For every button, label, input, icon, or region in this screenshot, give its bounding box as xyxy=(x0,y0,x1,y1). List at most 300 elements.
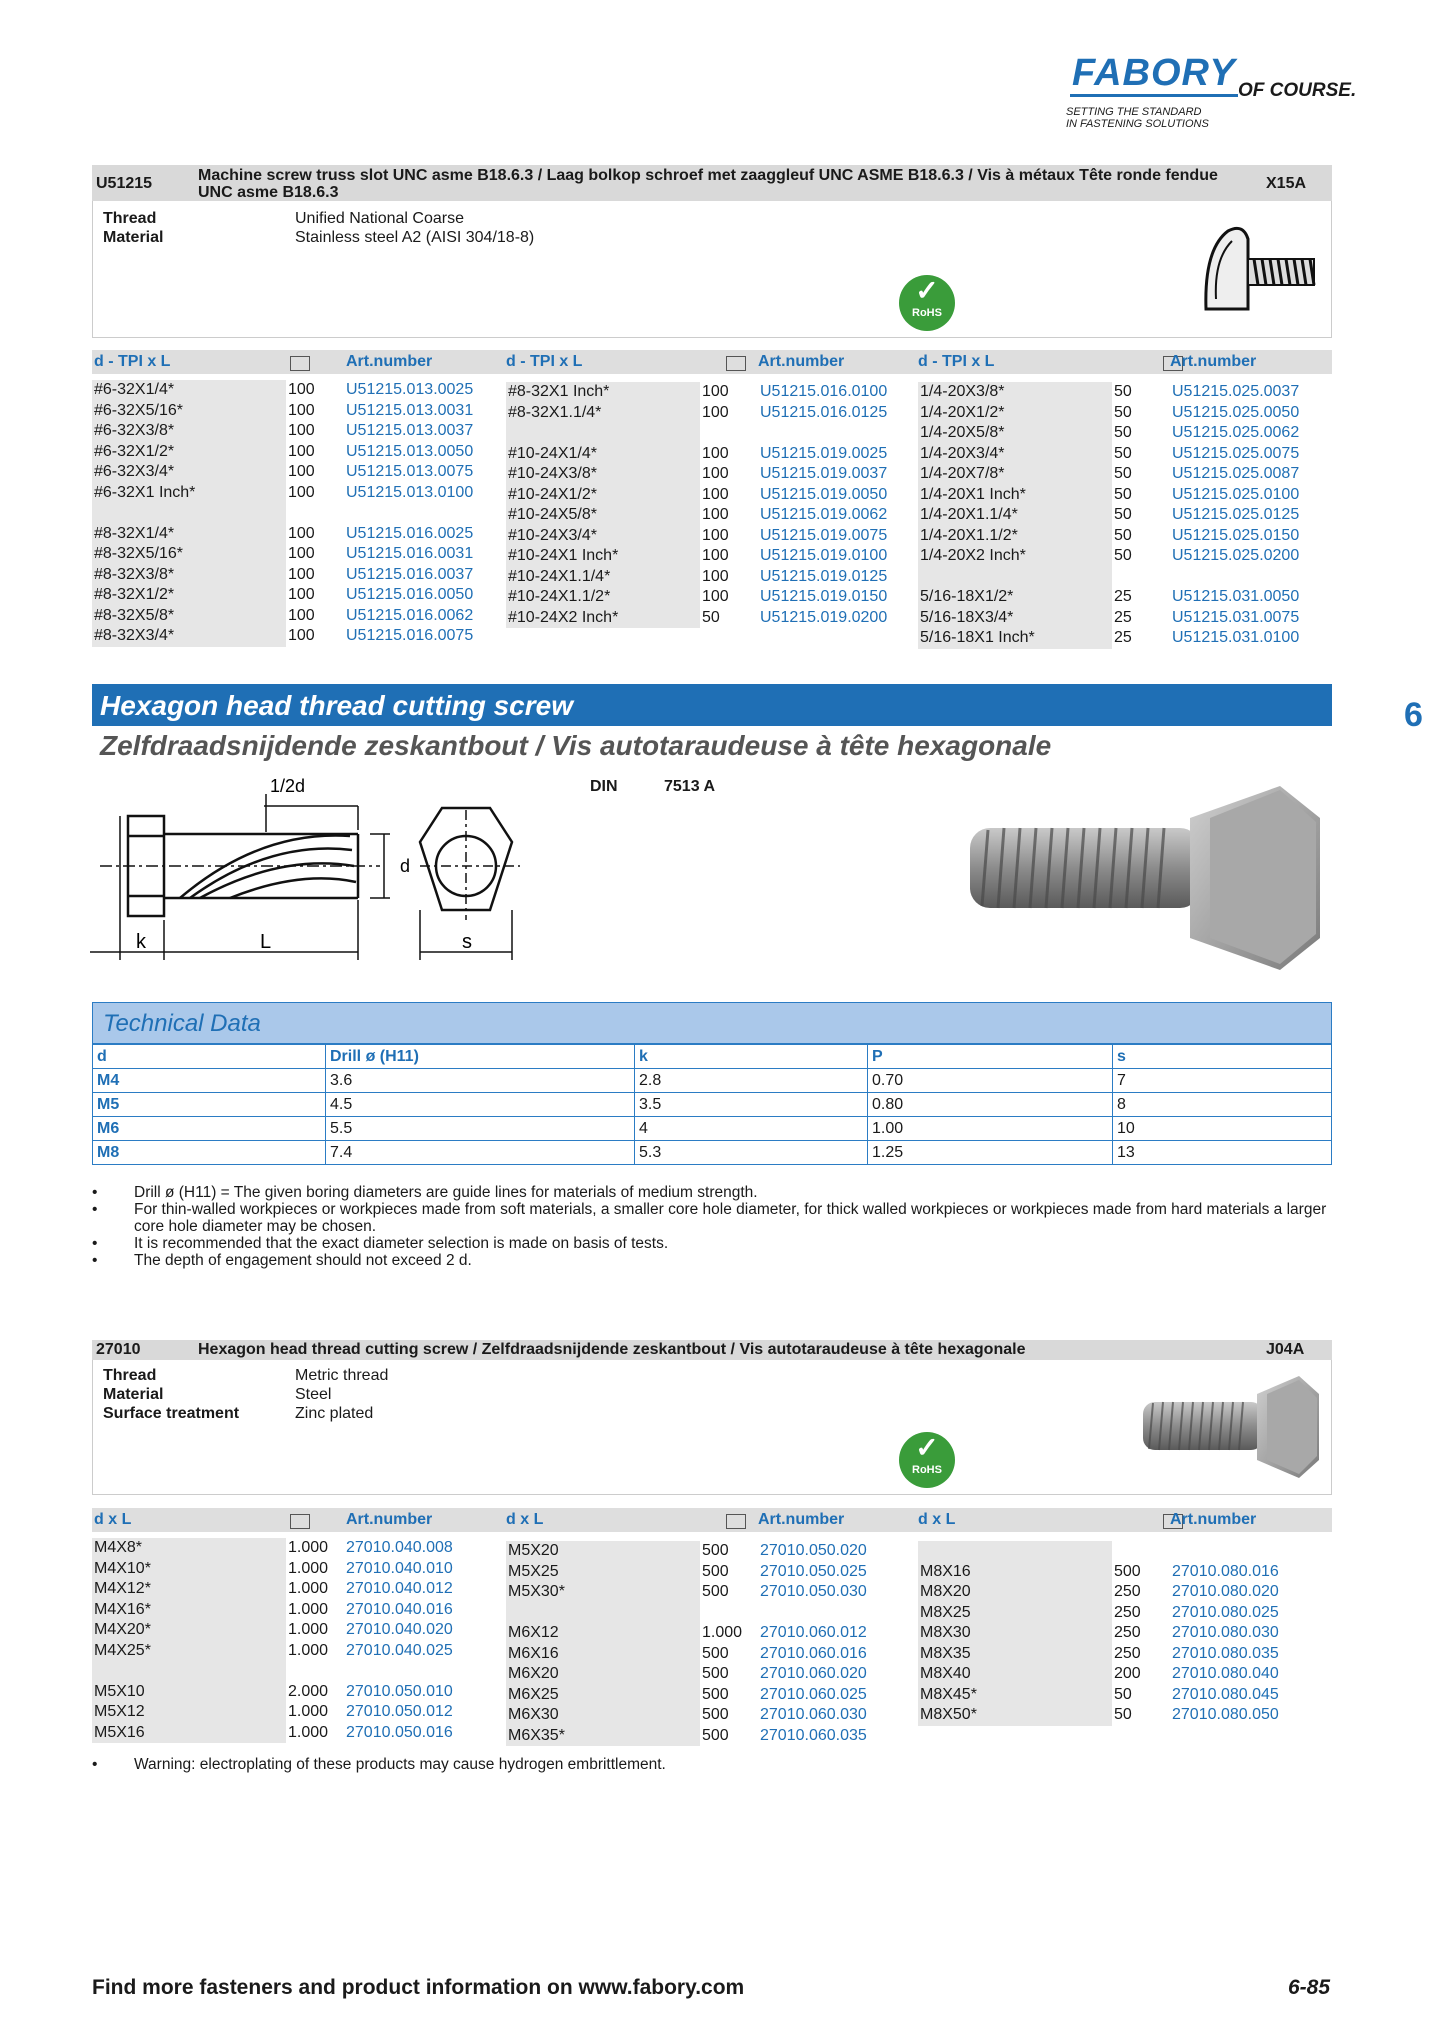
table-row xyxy=(506,1582,906,1603)
qty-cell: 100 xyxy=(702,403,729,421)
std-label: DIN xyxy=(590,778,618,795)
p2-col2-size-header: d x L xyxy=(506,1511,544,1528)
article-number-link[interactable]: U51215.025.0050 xyxy=(1172,403,1300,421)
size-cell: #6-32X1/2* xyxy=(92,442,286,463)
qty-cell: 25 xyxy=(1114,608,1132,626)
hex-screw-small-image xyxy=(1139,1372,1321,1482)
table-row xyxy=(918,1562,1318,1583)
product2-surface-value: Zinc plated xyxy=(295,1405,374,1422)
table-row xyxy=(918,1541,1318,1562)
size-cell: #10-24X1 Inch* xyxy=(506,546,700,567)
article-number-link[interactable]: U51215.025.0200 xyxy=(1172,547,1300,564)
product2-header xyxy=(92,1340,1332,1360)
size-cell: M6X20 xyxy=(506,1664,700,1685)
table-row xyxy=(93,1141,1332,1165)
qty-cell: 50 xyxy=(1114,424,1132,441)
envelope-icon xyxy=(726,1514,746,1529)
product2-table-header xyxy=(92,1508,1332,1532)
tech-cell: 13 xyxy=(1113,1141,1332,1165)
article-number-link[interactable]: U51215.013.0100 xyxy=(346,483,474,501)
tech-cell: 7 xyxy=(1113,1069,1332,1093)
product1-thread-value: Unified National Coarse xyxy=(295,210,464,227)
tech-note: • It is recommended that the exact diameter selection is made on basis of tests. xyxy=(92,1235,1332,1252)
rohs-badge-label: RoHS xyxy=(912,307,942,319)
table-row xyxy=(92,1723,492,1744)
size-cell: #10-24X1/4* xyxy=(506,444,700,465)
rohs-badge: ✓ RoHS xyxy=(899,275,955,331)
size-cell: M6X25 xyxy=(506,1685,700,1706)
size-cell: M4X8* xyxy=(92,1538,286,1559)
logo-brand: FABORY xyxy=(1072,52,1236,94)
table-row xyxy=(918,1603,1318,1624)
qty-cell: 50 xyxy=(1114,444,1132,462)
table-row xyxy=(506,1644,906,1665)
p1-col1-art-header: Art.number xyxy=(346,353,433,370)
size-cell: M6X12 xyxy=(506,1623,700,1644)
qty-cell: 50 xyxy=(702,608,720,626)
article-number-link[interactable]: U51215.019.0025 xyxy=(760,444,888,462)
size-cell xyxy=(918,1541,1112,1562)
product2-material-label: Material xyxy=(103,1386,164,1403)
article-number-link[interactable]: U51215.013.0025 xyxy=(346,381,474,398)
article-number-link[interactable]: 27010.050.016 xyxy=(346,1723,453,1741)
size-cell: M8X40 xyxy=(918,1664,1112,1685)
tech-data-table xyxy=(92,1044,1332,1165)
product2-info-box xyxy=(92,1360,1332,1495)
size-cell: #10-24X3/4* xyxy=(506,526,700,547)
article-number-link[interactable]: U51215.031.0075 xyxy=(1172,608,1300,626)
size-cell: M8X45* xyxy=(918,1685,1112,1706)
product1-table-header xyxy=(92,350,1332,374)
qty-cell: 1.000 xyxy=(288,1539,329,1556)
qty-cell: 100 xyxy=(702,383,729,400)
size-cell: #6-32X5/16* xyxy=(92,401,286,422)
article-number-link[interactable]: 27010.060.016 xyxy=(760,1644,867,1662)
size-cell xyxy=(92,1661,286,1682)
size-cell: #8-32X5/16* xyxy=(92,544,286,565)
tech-notes xyxy=(92,1184,1332,1269)
article-number-link[interactable]: 27010.080.045 xyxy=(1172,1685,1279,1703)
table-row xyxy=(918,403,1318,424)
table-row xyxy=(92,483,492,504)
hex-screw-image xyxy=(960,778,1330,978)
article-number-link[interactable]: 27010.060.012 xyxy=(760,1624,867,1641)
tech-cell-d: M6 xyxy=(93,1117,326,1141)
tech-cell: 5.5 xyxy=(326,1117,635,1141)
article-number-link[interactable]: U51215.019.0037 xyxy=(760,465,888,482)
product1-title: Machine screw truss slot UNC asme B18.6.3 / Laag bolkop schroef met zaaggleuf UNC ASME B18.6.3 / Vis à métaux Tête ronde fendue UNC asme B18.6.3 xyxy=(198,167,1218,201)
article-number-link[interactable]: 27010.080.035 xyxy=(1172,1644,1279,1662)
qty-cell: 500 xyxy=(702,1583,729,1600)
table-row xyxy=(506,1726,906,1747)
article-number-link[interactable]: 27010.040.008 xyxy=(346,1539,453,1556)
size-cell: #10-24X5/8* xyxy=(506,505,700,526)
envelope-icon xyxy=(726,356,746,371)
drawing-label-half-d: 1/2d xyxy=(270,776,306,796)
tech-note: • Drill ø (H11) = The given boring diameters are guide lines for materials of medium strength. xyxy=(92,1184,1332,1201)
warning-note: • Warning: electroplating of these products may cause hydrogen embrittlement. xyxy=(92,1756,1332,1773)
table-row xyxy=(918,1685,1318,1706)
table-row xyxy=(918,608,1318,629)
table-row xyxy=(506,1705,906,1726)
size-cell: M4X16* xyxy=(92,1600,286,1621)
section-tab-number: 6 xyxy=(1404,696,1423,734)
size-cell: 1/4-20X5/8* xyxy=(918,423,1112,444)
size-cell: #10-24X1/2* xyxy=(506,485,700,506)
article-number-link[interactable]: U51215.025.0100 xyxy=(1172,485,1300,503)
qty-cell: 100 xyxy=(288,401,315,419)
article-number-link[interactable]: U51215.025.0125 xyxy=(1172,506,1300,523)
size-cell: #8-32X1.1/4* xyxy=(506,403,700,424)
article-number-link[interactable]: U51215.031.0100 xyxy=(1172,629,1300,646)
table-row xyxy=(506,1664,906,1685)
tech-header-cell: d xyxy=(93,1045,326,1069)
article-number-link[interactable]: U51215.019.0075 xyxy=(760,526,888,544)
table-row xyxy=(918,382,1318,403)
article-number-link[interactable]: U51215.025.0150 xyxy=(1172,526,1300,544)
qty-cell: 1.000 xyxy=(288,1559,329,1577)
size-cell: M8X25 xyxy=(918,1603,1112,1624)
size-cell: 1/4-20X2 Inch* xyxy=(918,546,1112,567)
table-row xyxy=(506,444,906,465)
table-row xyxy=(918,526,1318,547)
qty-cell: 500 xyxy=(702,1542,729,1559)
tech-cell: 3.6 xyxy=(326,1069,635,1093)
section2-title: Hexagon head thread cutting screw xyxy=(100,690,573,721)
qty-cell: 100 xyxy=(288,545,315,562)
article-number-link[interactable]: 27010.080.050 xyxy=(1172,1706,1279,1723)
article-number-link[interactable]: U51215.019.0150 xyxy=(760,588,888,605)
qty-cell: 1.000 xyxy=(288,1641,329,1659)
tech-note: • The depth of engagement should not exceed 2 d. xyxy=(92,1252,1332,1269)
qty-cell: 100 xyxy=(702,526,729,544)
table-row xyxy=(506,1685,906,1706)
article-number-link[interactable]: 27010.050.025 xyxy=(760,1562,867,1580)
qty-cell: 100 xyxy=(702,465,729,482)
qty-cell: 500 xyxy=(702,1665,729,1682)
qty-cell: 1.000 xyxy=(288,1703,329,1720)
envelope-icon xyxy=(290,356,310,371)
table-row xyxy=(506,587,906,608)
rohs-badge: ✓ RoHS xyxy=(899,1432,955,1488)
table-row xyxy=(93,1069,1332,1093)
article-number-link[interactable]: 27010.080.040 xyxy=(1172,1665,1279,1682)
article-number-link[interactable]: U51215.025.0062 xyxy=(1172,424,1300,441)
article-number-link[interactable]: 27010.040.016 xyxy=(346,1600,453,1618)
qty-cell: 100 xyxy=(702,444,729,462)
size-cell: M5X25 xyxy=(506,1562,700,1583)
size-cell: 1/4-20X3/8* xyxy=(918,382,1112,403)
table-row xyxy=(506,423,906,444)
qty-cell: 50 xyxy=(1114,506,1132,523)
product1-column-1 xyxy=(92,380,492,647)
product2-material-value: Steel xyxy=(295,1386,332,1403)
table-row xyxy=(92,626,492,647)
qty-cell: 50 xyxy=(1114,547,1132,564)
tech-cell-d: M8 xyxy=(93,1141,326,1165)
article-number-link[interactable]: U51215.016.0075 xyxy=(346,627,474,644)
drawing-label-s: s xyxy=(462,931,472,953)
size-cell: #10-24X1.1/4* xyxy=(506,567,700,588)
qty-cell: 2.000 xyxy=(288,1682,329,1700)
tech-note: • For thin-walled workpieces or workpieces made from soft materials, a smaller core hole diameter, for thick walled workpieces or workpieces made from hard materials a larger core hole diameter may be chosen. xyxy=(92,1201,1332,1235)
article-number-link[interactable]: U51215.016.0100 xyxy=(760,383,888,400)
size-cell xyxy=(506,423,700,444)
product1-column-3 xyxy=(918,382,1318,649)
table-row xyxy=(506,1541,906,1562)
table-row xyxy=(918,567,1318,588)
qty-cell: 250 xyxy=(1114,1644,1141,1662)
product2-column-3 xyxy=(918,1541,1318,1726)
table-row xyxy=(92,1702,492,1723)
size-cell: #8-32X1/2* xyxy=(92,585,286,606)
drawing-label-k: k xyxy=(136,931,146,953)
article-number-link[interactable]: 27010.080.016 xyxy=(1172,1562,1279,1580)
article-number-link[interactable]: U51215.013.0075 xyxy=(346,463,474,480)
table-row xyxy=(918,423,1318,444)
article-number-link[interactable]: U51215.019.0062 xyxy=(760,506,888,523)
qty-cell: 50 xyxy=(1114,465,1132,482)
qty-cell: 1.000 xyxy=(288,1600,329,1618)
qty-cell: 100 xyxy=(702,485,729,503)
qty-cell: 100 xyxy=(702,547,729,564)
size-cell: M8X20 xyxy=(918,1582,1112,1603)
p2-col1-art-header: Art.number xyxy=(346,1511,433,1528)
qty-cell: 100 xyxy=(288,381,315,398)
tech-cell: 1.25 xyxy=(868,1141,1113,1165)
size-cell: #8-32X3/4* xyxy=(92,626,286,647)
size-cell: M5X30* xyxy=(506,1582,700,1603)
article-number-link[interactable]: U51215.019.0200 xyxy=(760,608,888,626)
p1-col2-size-header: d - TPI x L xyxy=(506,353,583,370)
size-cell: #10-24X2 Inch* xyxy=(506,608,700,629)
tech-header-cell: P xyxy=(868,1045,1113,1069)
p1-col3-size-header: d - TPI x L xyxy=(918,353,995,370)
article-number-link[interactable]: 27010.080.020 xyxy=(1172,1583,1279,1600)
article-number-link[interactable]: U51215.025.0037 xyxy=(1172,383,1300,400)
size-cell: #6-32X3/4* xyxy=(92,462,286,483)
size-cell: M6X16 xyxy=(506,1644,700,1665)
article-number-link[interactable]: 27010.050.012 xyxy=(346,1703,453,1720)
article-number-link[interactable]: U51215.016.0025 xyxy=(346,524,474,542)
qty-cell: 25 xyxy=(1114,588,1132,605)
article-number-link[interactable]: U51215.019.0050 xyxy=(760,485,888,503)
article-number-link[interactable]: U51215.013.0031 xyxy=(346,401,474,419)
size-cell: M5X16 xyxy=(92,1723,286,1744)
article-number-link[interactable]: 27010.040.012 xyxy=(346,1580,453,1597)
tech-cell: 5.3 xyxy=(635,1141,868,1165)
logo-tagline-1: SETTING THE STANDARD xyxy=(1066,106,1202,118)
p2-col2-art-header: Art.number xyxy=(758,1511,845,1528)
p2-col1-size-header: d x L xyxy=(94,1511,132,1528)
qty-cell: 50 xyxy=(1114,1706,1132,1723)
qty-cell: 50 xyxy=(1114,403,1132,421)
table-row xyxy=(918,444,1318,465)
table-row xyxy=(93,1117,1332,1141)
qty-cell: 100 xyxy=(288,442,315,460)
table-row xyxy=(92,565,492,586)
tech-header-cell: s xyxy=(1113,1045,1332,1069)
table-row xyxy=(506,382,906,403)
table-row xyxy=(92,401,492,422)
qty-cell: 100 xyxy=(288,606,315,624)
size-cell: 5/16-18X3/4* xyxy=(918,608,1112,629)
size-cell: #10-24X3/8* xyxy=(506,464,700,485)
article-number-link[interactable]: U51215.016.0031 xyxy=(346,545,474,562)
article-number-link[interactable]: 27010.060.020 xyxy=(760,1665,867,1682)
qty-cell: 50 xyxy=(1114,485,1132,503)
size-cell: #6-32X1/4* xyxy=(92,380,286,401)
qty-cell: 100 xyxy=(288,463,315,480)
tech-cell-d: M4 xyxy=(93,1069,326,1093)
size-cell: #8-32X1/4* xyxy=(92,524,286,545)
table-row xyxy=(92,1600,492,1621)
product2-title: Hexagon head thread cutting screw / Zelfdraadsnijdende zeskantbout / Vis autotaraudeuse à tête hexagonale xyxy=(198,1341,1026,1358)
article-number-link[interactable]: U51215.019.0125 xyxy=(760,567,888,585)
size-cell: 1/4-20X1 Inch* xyxy=(918,485,1112,506)
article-number-link[interactable]: 27010.080.025 xyxy=(1172,1603,1279,1621)
article-number-link[interactable]: 27010.050.020 xyxy=(760,1542,867,1559)
article-number-link[interactable]: U51215.019.0100 xyxy=(760,547,888,564)
table-row xyxy=(92,442,492,463)
fabory-logo xyxy=(1062,52,1362,132)
qty-cell: 100 xyxy=(288,483,315,501)
size-cell: #8-32X3/8* xyxy=(92,565,286,586)
std-value: 7513 A xyxy=(664,778,715,795)
qty-cell: 500 xyxy=(702,1685,729,1703)
article-number-link[interactable]: 27010.040.010 xyxy=(346,1559,453,1577)
article-number-link[interactable]: U51215.013.0037 xyxy=(346,422,474,439)
article-number-link[interactable]: U51215.016.0125 xyxy=(760,403,888,421)
qty-cell: 50 xyxy=(1114,526,1132,544)
qty-cell: 100 xyxy=(702,506,729,523)
qty-cell: 250 xyxy=(1114,1603,1141,1621)
qty-cell: 250 xyxy=(1114,1624,1141,1641)
table-row xyxy=(506,546,906,567)
size-cell: M8X50* xyxy=(918,1705,1112,1726)
product2-column-1 xyxy=(92,1538,492,1743)
article-number-link[interactable]: U51215.016.0062 xyxy=(346,606,474,624)
product1-thread-label: Thread xyxy=(103,210,157,227)
tech-cell: 4 xyxy=(635,1117,868,1141)
size-cell xyxy=(918,567,1112,588)
qty-cell: 100 xyxy=(288,627,315,644)
size-cell: #6-32X3/8* xyxy=(92,421,286,442)
table-row xyxy=(506,608,906,629)
product1-column-2 xyxy=(506,382,906,628)
size-cell xyxy=(506,1603,700,1624)
size-cell: M8X16 xyxy=(918,1562,1112,1583)
product1-material-value: Stainless steel A2 (AISI 304/18-8) xyxy=(295,229,535,246)
table-row xyxy=(92,524,492,545)
table-row xyxy=(92,1559,492,1580)
article-number-link[interactable]: 27010.060.035 xyxy=(760,1726,867,1744)
table-row xyxy=(506,526,906,547)
table-row xyxy=(92,462,492,483)
size-cell: #10-24X1.1/2* xyxy=(506,587,700,608)
table-row xyxy=(918,485,1318,506)
article-number-link[interactable]: 27010.060.030 xyxy=(760,1706,867,1723)
section2-title-bar xyxy=(92,684,1332,726)
product2-thread-value: Metric thread xyxy=(295,1367,389,1384)
qty-cell: 100 xyxy=(288,565,315,583)
qty-cell: 500 xyxy=(702,1726,729,1744)
rohs-badge-label: RoHS xyxy=(912,1464,942,1476)
qty-cell: 100 xyxy=(288,586,315,603)
qty-cell: 500 xyxy=(702,1562,729,1580)
size-cell: M4X25* xyxy=(92,1641,286,1662)
table-row xyxy=(93,1093,1332,1117)
envelope-icon xyxy=(290,1514,310,1529)
size-cell xyxy=(92,503,286,524)
table-row xyxy=(92,1579,492,1600)
technical-drawing xyxy=(90,770,590,970)
qty-cell: 25 xyxy=(1114,629,1132,646)
tech-cell: 3.5 xyxy=(635,1093,868,1117)
tech-cell: 10 xyxy=(1113,1117,1332,1141)
table-row xyxy=(506,567,906,588)
article-number-link[interactable]: U51215.013.0050 xyxy=(346,442,474,460)
table-row xyxy=(918,587,1318,608)
article-number-link[interactable]: U51215.016.0050 xyxy=(346,586,474,603)
tech-cell: 0.70 xyxy=(868,1069,1113,1093)
logo-slogan: OF COURSE. xyxy=(1238,80,1357,101)
article-number-link[interactable]: 27010.060.025 xyxy=(760,1685,867,1703)
size-cell: M8X35 xyxy=(918,1644,1112,1665)
table-row xyxy=(918,464,1318,485)
table-row xyxy=(918,1664,1318,1685)
product2-column-2 xyxy=(506,1541,906,1746)
article-number-link[interactable]: U51215.025.0075 xyxy=(1172,444,1300,462)
article-number-link[interactable]: 27010.040.020 xyxy=(346,1621,453,1638)
tech-cell: 4.5 xyxy=(326,1093,635,1117)
table-row xyxy=(92,1682,492,1703)
product2-code: 27010 xyxy=(96,1341,141,1358)
article-number-link[interactable]: 27010.050.030 xyxy=(760,1583,867,1600)
size-cell: 1/4-20X1.1/4* xyxy=(918,505,1112,526)
table-row xyxy=(918,1623,1318,1644)
logo-tagline-2: IN FASTENING SOLUTIONS xyxy=(1066,118,1209,130)
article-number-link[interactable]: U51215.031.0050 xyxy=(1172,588,1300,605)
logo-underline xyxy=(1070,94,1238,97)
p2-col3-art-header: Art.number xyxy=(1170,1511,1257,1528)
size-cell: M6X35* xyxy=(506,1726,700,1747)
table-row xyxy=(92,544,492,565)
size-cell: 5/16-18X1/2* xyxy=(918,587,1112,608)
table-row xyxy=(506,485,906,506)
table-row xyxy=(92,503,492,524)
tech-header-cell: Drill ø (H11) xyxy=(326,1045,635,1069)
table-row xyxy=(92,606,492,627)
qty-cell: 100 xyxy=(702,588,729,605)
qty-cell: 100 xyxy=(702,567,729,585)
table-row xyxy=(92,1538,492,1559)
table-row xyxy=(506,1603,906,1624)
article-number-link[interactable]: 27010.050.010 xyxy=(346,1682,453,1700)
article-number-link[interactable]: 27010.040.025 xyxy=(346,1641,453,1659)
size-cell: 1/4-20X3/4* xyxy=(918,444,1112,465)
article-number-link[interactable]: U51215.025.0087 xyxy=(1172,465,1300,482)
size-cell: M8X30 xyxy=(918,1623,1112,1644)
qty-cell: 100 xyxy=(288,524,315,542)
qty-cell: 500 xyxy=(702,1644,729,1662)
size-cell: 1/4-20X7/8* xyxy=(918,464,1112,485)
article-number-link[interactable]: U51215.016.0037 xyxy=(346,565,474,583)
p1-col3-art-header: Art.number xyxy=(1170,353,1257,370)
article-number-link[interactable]: 27010.080.030 xyxy=(1172,1624,1279,1641)
size-cell: 5/16-18X1 Inch* xyxy=(918,628,1112,649)
truss-screw-image xyxy=(1198,219,1320,319)
